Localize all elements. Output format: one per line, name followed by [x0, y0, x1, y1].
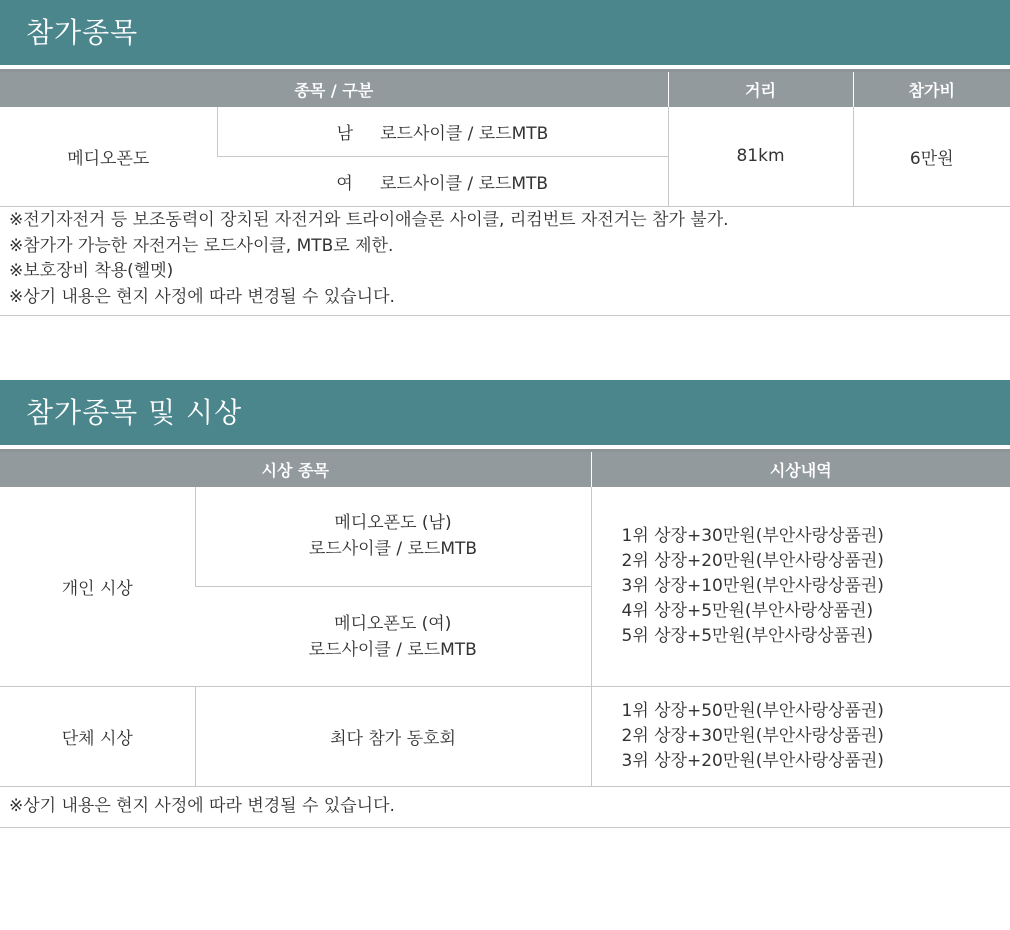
team-prizes	[591, 687, 1010, 787]
note-line: ※상기 내용은 현지 사정에 따라 변경될 수 있습니다.	[9, 286, 395, 307]
category-male	[217, 107, 668, 157]
fee-value: 6만원	[853, 107, 1010, 207]
awards-note: ※상기 내용은 현지 사정에 따라 변경될 수 있습니다.	[0, 785, 1010, 828]
header-award-details: 시상내역	[591, 451, 1010, 487]
section-title-awards: 참가종목 및 시상	[0, 380, 1010, 445]
header-distance: 거리	[668, 71, 853, 107]
prize-line: 2위 상장+30만원(부안사랑상품권)	[621, 726, 884, 746]
gender-label: 남	[336, 123, 354, 144]
team-award-label: 단체 시상	[0, 687, 195, 787]
header-fee: 참가비	[853, 71, 1010, 107]
individual-award-label: 개인 시상	[0, 487, 195, 687]
awards-table	[0, 449, 1010, 787]
table-row	[0, 107, 1010, 157]
note-line: ※보호장비 착용(헬멧)	[9, 261, 174, 281]
category-female	[217, 157, 668, 207]
individual-event-female	[195, 587, 591, 687]
prize-line: 5위 상장+5만원(부안사랑상품권)	[621, 625, 874, 646]
note-line: ※참가가 가능한 자전거는 로드사이클, MTB로 제한.	[9, 235, 394, 256]
event-name: 메디오폰도	[0, 107, 217, 207]
header-event-category: 종목 / 구분	[0, 71, 668, 107]
events-notes	[0, 206, 1010, 316]
prize-line: 1위 상장+50만원(부안사랑상품권)	[621, 701, 884, 721]
prize-line: 3위 상장+20만원(부안사랑상품권)	[621, 751, 884, 771]
prize-line: 4위 상장+5만원(부안사랑상품권)	[621, 600, 874, 621]
individual-event-male	[195, 487, 591, 587]
header-award-category: 시상 종목	[0, 451, 591, 487]
team-event: 최다 참가 동호회	[195, 687, 591, 787]
events-table	[0, 69, 1010, 207]
prize-line: 1위 상장+30만원(부안사랑상품권)	[621, 525, 884, 546]
section-title-events: 참가종목	[0, 0, 1010, 65]
event-line: 로드사이클 / 로드MTB	[308, 539, 478, 560]
event-line: 로드사이클 / 로드MTB	[308, 639, 477, 660]
event-line: 메디오폰도 (여)	[334, 613, 452, 634]
prize-line: 2위 상장+20만원(부안사랑상품권)	[621, 550, 884, 571]
category-label: 로드사이클 / 로드MTB	[380, 123, 549, 144]
prize-line: 3위 상장+10만원(부안사랑상품권)	[621, 575, 884, 596]
individual-prizes	[591, 487, 1010, 687]
note-line: ※전기자전거 등 보조동력이 장치된 자전거와 트라이애슬론 사이클, 리컴번트 자전거는 참가 불가.	[9, 210, 729, 230]
event-line: 메디오폰도 (남)	[334, 513, 452, 534]
table-row	[0, 487, 1010, 587]
distance-value: 81km	[668, 107, 853, 207]
table-row	[0, 687, 1010, 787]
gender-label: 여	[336, 174, 353, 194]
category-label: 로드사이클 / 로드MTB	[379, 174, 549, 194]
